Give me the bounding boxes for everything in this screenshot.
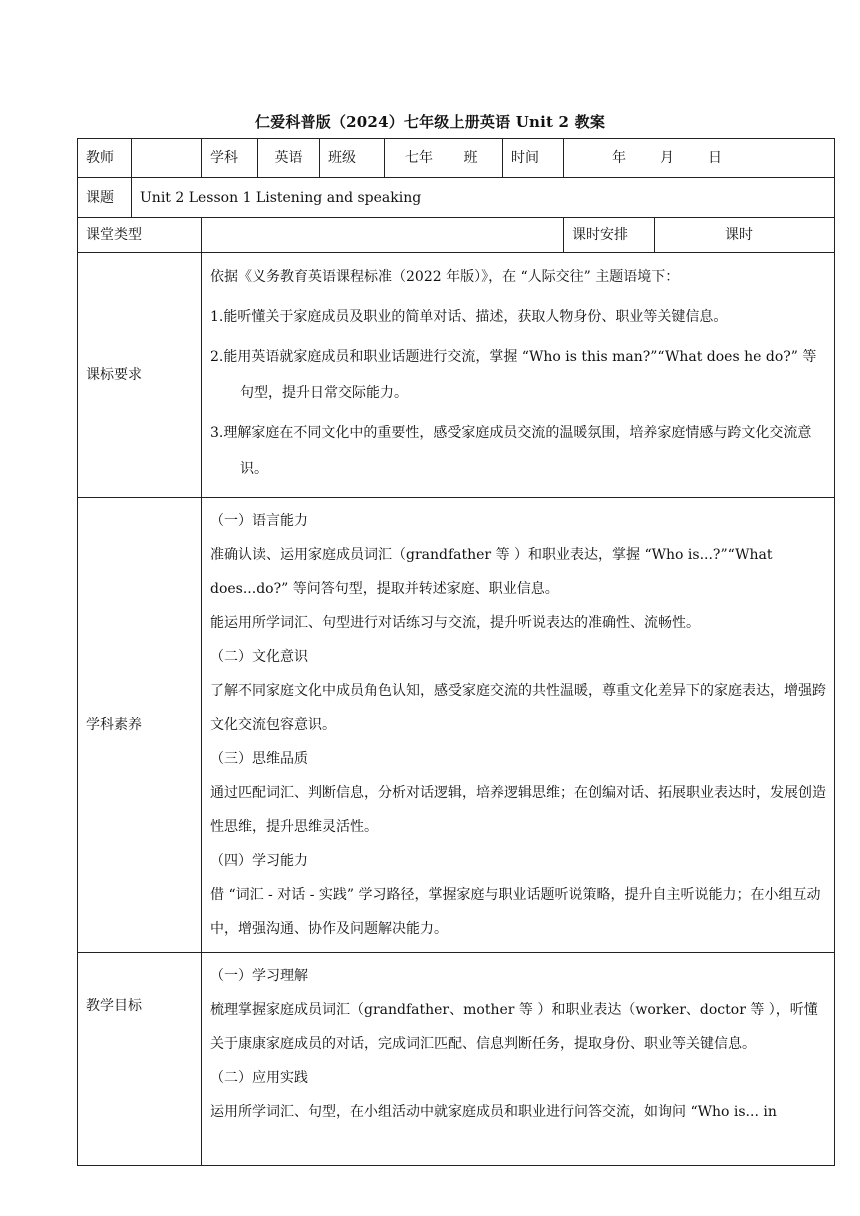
topic-row <box>78 178 835 218</box>
date-cell[interactable] <box>564 139 835 178</box>
literacy-label: 学科素养 <box>78 498 202 953</box>
month-label: 月 <box>660 150 674 166</box>
class-value-cell[interactable] <box>385 139 503 178</box>
subject-label: 学科 <box>202 139 258 178</box>
objectives-understanding-text: 梳理掌握家庭成员词汇（grandfather、mother 等 ）和职业表达（worker、doctor 等 ），听懂关于康康家庭成员的对话，完成词汇匹配、信息判断任务，提取身份、职业等关键信息。 <box>210 1002 818 1052</box>
class-suffix: 班 <box>463 150 478 166</box>
literacy-heading-culture: （二）文化意识 <box>210 649 308 665</box>
date-fields <box>612 150 722 166</box>
topic-label: 课题 <box>78 178 132 218</box>
objectives-heading-practice: （二）应用实践 <box>210 1070 308 1086</box>
class-label: 班级 <box>320 139 385 178</box>
subject-value[interactable]: 英语 <box>258 139 320 178</box>
lesson-type-row <box>78 218 835 253</box>
document-title: 仁爱科普版（2024）七年级上册英语 Unit 2 教案 <box>254 113 606 131</box>
schedule-label: 课时安排 <box>564 218 655 252</box>
standards-item-3: 3.理解家庭在不同文化中的重要性，感受家庭成员交流的温暖氛围，培养家庭情感与跨文化交流意识。 <box>210 425 812 477</box>
literacy-row <box>78 498 835 953</box>
literacy-thinking-text: 通过匹配词汇、判断信息，分析对话逻辑，培养逻辑思维；在创编对话、拓展职业表达时，发展创造性思维，提升思维灵活性。 <box>210 785 826 835</box>
teacher-value[interactable] <box>132 139 202 178</box>
objectives-row <box>78 953 835 1166</box>
schedule-value[interactable]: 课时 <box>725 227 753 243</box>
day-label: 日 <box>708 150 722 166</box>
objectives-heading-understanding: （一）学习理解 <box>210 968 308 984</box>
literacy-language-text: 准确认读、运用家庭成员词汇（grandfather 等 ）和职业表达，掌握 “Who is...?”“What does...do?” 等问答句型，提取并转述家庭、职业信息。 <box>210 547 773 597</box>
literacy-heading-language: （一）语言能力 <box>210 513 308 529</box>
lesson-plan-table <box>77 138 835 1166</box>
lesson-type-value[interactable] <box>202 218 564 253</box>
teacher-label: 教师 <box>78 139 132 178</box>
literacy-heading-learning: （四）学习能力 <box>210 853 308 869</box>
lesson-type-label: 课堂类型 <box>78 218 202 253</box>
year-label: 年 <box>612 150 626 166</box>
standards-item-2: 2.能用英语就家庭成员和职业话题进行交流，掌握 “Who is this man?”“What does he do?” 等句型，提升日常交际能力。 <box>210 349 817 401</box>
standards-row <box>78 253 835 498</box>
objectives-practice-text: 运用所学词汇、句型，在小组活动中就家庭成员和职业进行问答交流，如询问 “Who is... in <box>210 1104 777 1120</box>
standards-content <box>202 253 835 498</box>
standards-intro: 依据《义务教育英语课程标准（2022 年版）》，在 “人际交往” 主题语境下： <box>210 269 680 285</box>
objectives-label: 教学目标 <box>78 953 202 1166</box>
literacy-culture-text: 了解不同家庭文化中成员角色认知，感受家庭交流的共性温暖，尊重文化差异下的家庭表达，增强跨文化交流包容意识。 <box>210 683 826 733</box>
time-label: 时间 <box>503 139 564 178</box>
header-row <box>78 139 835 178</box>
literacy-language-text-2: 能运用所学词汇、句型进行对话练习与交流，提升听说表达的准确性、流畅性。 <box>210 615 700 631</box>
objectives-content <box>202 953 835 1166</box>
literacy-learning-text: 借 “词汇 - 对话 - 实践” 学习路径，掌握家庭与职业话题听说策略，提升自主听说能力；在小组互动中，增强沟通、协作及问题解决能力。 <box>210 887 821 937</box>
topic-value[interactable]: Unit 2 Lesson 1 Listening and speaking <box>132 178 835 218</box>
literacy-heading-thinking: （三）思维品质 <box>210 751 308 767</box>
standards-item-1: 1.能听懂关于家庭成员及职业的简单对话、描述，获取人物身份、职业等关键信息。 <box>210 309 728 325</box>
standards-label: 课标要求 <box>78 253 202 498</box>
literacy-content <box>202 498 835 953</box>
schedule-cell <box>564 218 835 253</box>
grade-value: 七年 <box>405 150 433 166</box>
